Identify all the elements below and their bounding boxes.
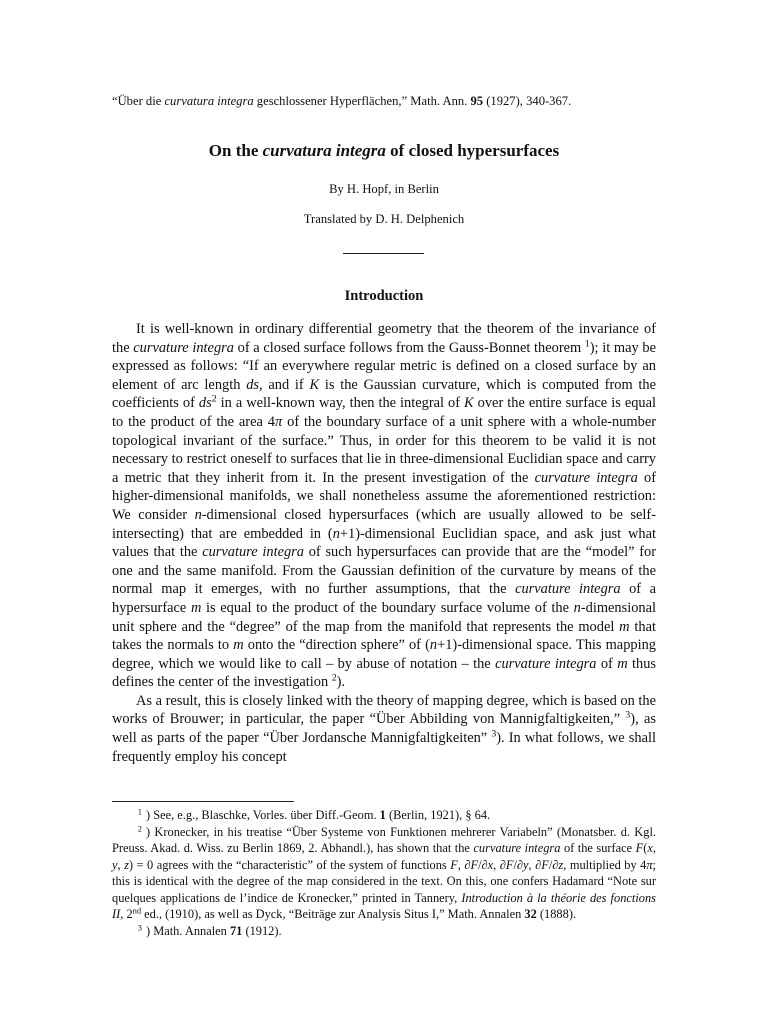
paragraph-1: It is well-known in ordinary differential geometry that the theorem of the invariance of the curvature integra of a closed surface follows from the Gauss-Bonnet theorem $^1$); it may be expressed as follows: “If an everywhere regular metric is defined on a closed surface by an element of arc length ds, and if K is the Gaussian curvature, which is computed from the coefficients of $ds^2$ in a well-known way, then the integral of K over the entire surface is equal to the product of the area 4π of the boundary surface of a unit sphere with a whole-number topological invariant of the surface.” Thus, in order for this theorem to be valid it is not necessary to restrict oneself to surfaces that lie in three-dimensional Euclidian space and carry a metric that they inherit from it. In the present investigation of the curvature integra of higher-dimensional manifolds, we shall nonetheless assume the aforementioned restriction: We consider n-dimensional closed hypersurfaces (which are usually allowed to be self-intersecting) that are embedded in (n+1)-dimensional Euclidian space, and ask just what values that the curvature integra of such hypersurfaces can provide that are the “model” for one and the same manifold. From the Gaussian definition of the curvature by means of the normal map it emerges, with no further assumptions, that the curvature integra of a hypersurface m is equal to the product of the boundary surface volume of the n-dimensional unit sphere and the “degree” of the map from the manifold that represents the model m that takes the normals to m onto the “direction sphere” of (n+1)-dimensional space. This mapping degree, which we would like to call – by abuse of notation – the curvature integra of m thus defines the center of the investigation $^2$).	[112, 321, 657, 691]
footnote-ref-2: 2	[331, 672, 337, 684]
separator-rule	[343, 253, 424, 254]
footnote-rule	[112, 801, 294, 802]
footnote-ref-1: 1	[584, 338, 590, 350]
footnote-2: $^2$ ) Kronecker, in his treatise “Über Systeme von Funktionen mehrerer Variabeln” (Monatsber. d. Kgl. Preuss. Akad. d. Wiss. zu Berlin 1869, 2. Abhandl.), has shown that the curvature integra of the surface F(x, y, z) = 0 agrees with the “characteristic” of the system of functions F, ∂F/∂x, ∂F/∂y, ∂F/∂z, multiplied by 4π; this is identical with the degree of the map considered in the text. On this, one confers Hadamard “Note sur quelques applications de l’indice de Kronecker,” printed in Tannery, Introduction à la théorie des fonctions II, 2nd ed., (1910), as well as Dyck, “Beiträge zur Analysis Situs I,” Math. Annalen 32 (1888).	[112, 822, 656, 921]
footnote-3: $^3$ ) Math. Annalen 71 (1912).	[137, 921, 282, 938]
footnote-ref-3b: 3	[491, 728, 497, 740]
footnote-ref-3: 3	[625, 710, 631, 722]
footnotes	[112, 807, 656, 939]
paper-title: On the curvatura integra of closed hypersurfaces	[208, 141, 560, 160]
body-text	[112, 320, 656, 766]
author-line: By H. Hopf, in Berlin	[329, 182, 439, 196]
section-heading: Introduction	[344, 288, 424, 304]
translator-line: Translated by D. H. Delphenich	[303, 212, 465, 226]
footnote-1: $^1$ ) See, e.g., Blaschke, Vorles. über Diff.-Geom. 1 (Berlin, 1921), § 64.	[137, 806, 491, 822]
citation-line: “Über die curvatura integra geschlossener Hyperflächen,” Math. Ann. 95 (1927), 340-367.	[112, 94, 572, 108]
paragraph-2: As a result, this is closely linked with the theory of mapping degree, which is based on the works of Brouwer; in particular, the paper “Über Abbilding von Mannigfaltigkeiten,” $^3$), as well as parts of the paper “Über Jordansche Mannigfaltigkeiten” $^3$). In what follows, we shall frequently employ his concept	[112, 692, 656, 765]
